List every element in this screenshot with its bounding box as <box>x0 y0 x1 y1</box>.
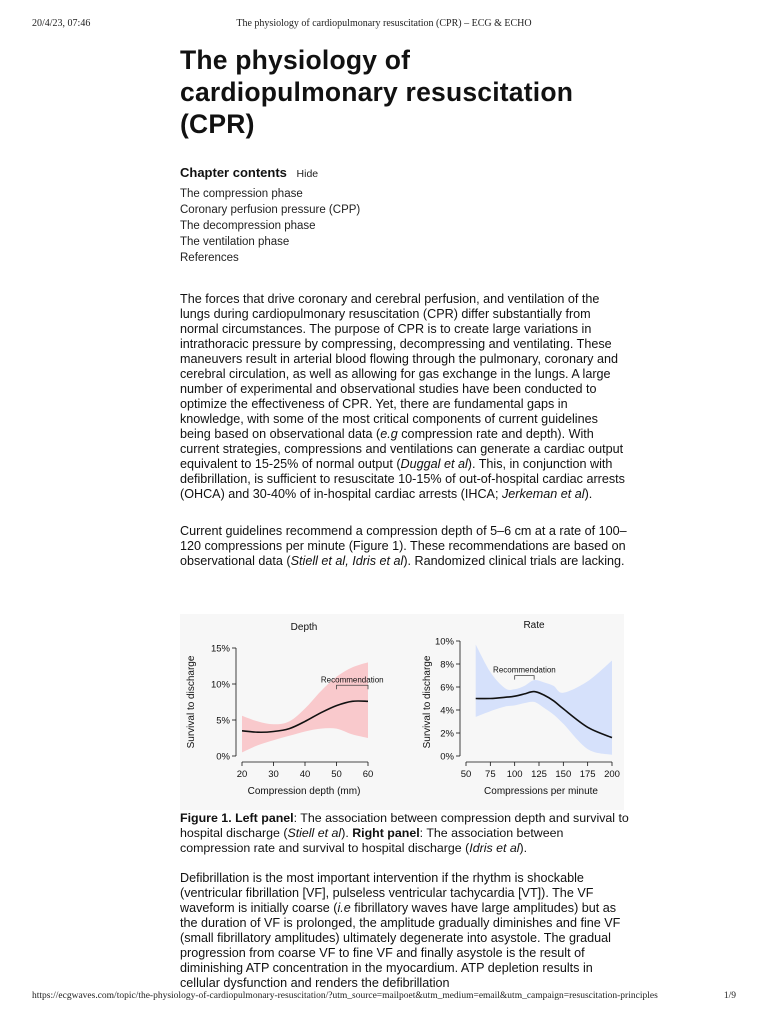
rate-y-tick-label: 10% <box>434 636 454 648</box>
rate-recommendation-bracket <box>515 676 534 680</box>
print-timestamp: 20/4/23, 07:46 <box>32 18 91 29</box>
rate-recommendation-label: Recommendation <box>493 665 556 675</box>
print-page-number: 1/9 <box>723 991 736 1001</box>
rate-y-tick-label: 6% <box>440 682 454 694</box>
citation-duggal: Duggal et al <box>400 457 468 471</box>
print-page-title: The physiology of cardiopulmonary resuscitation (CPR) – ECG & ECHO <box>236 18 532 29</box>
rate-x-tick-label: 200 <box>604 769 620 780</box>
guidelines-paragraph: Current guidelines recommend a compression depth of 5–6 cm at a rate of 100–120 compressions per minute (Figure 1). These recommendations are based on observational data (Stiell et al, Idris et al). Randomized clinical trials are lacking. <box>180 524 627 568</box>
toc-item-coronary-perfusion-pressure[interactable]: Coronary perfusion pressure (CPP) <box>180 204 361 216</box>
depth-recommendation-label: Recommendation <box>320 675 384 685</box>
article-content <box>180 44 630 569</box>
rate-confidence-band <box>476 645 612 755</box>
rate-chart-ylabel: Survival to discharge <box>422 655 433 749</box>
chapter-contents <box>180 165 630 266</box>
figure-1 <box>180 614 624 810</box>
depth-y-tick-label: 5% <box>216 715 230 727</box>
toc-list <box>180 186 630 266</box>
rate-x-tick-label: 100 <box>506 769 523 780</box>
depth-y-tick-label: 0% <box>216 751 230 763</box>
rate-chart <box>422 620 620 797</box>
depth-x-tick-label: 60 <box>362 769 374 780</box>
caption-citation-stiell: Stiell et al <box>287 826 342 840</box>
rate-y-tick-label: 0% <box>440 751 454 763</box>
caption-citation-idris: Idris et al <box>469 841 520 855</box>
caption-right-panel-label: Right panel <box>352 826 420 840</box>
toc-item-decompression-phase[interactable]: The decompression phase <box>180 220 316 232</box>
article-title: The physiology of cardiopulmonary resuscitation (CPR) <box>180 45 574 139</box>
rate-chart-xlabel: Compressions per minute <box>484 786 598 797</box>
print-header <box>32 18 736 32</box>
rate-y-tick-label: 4% <box>440 705 454 717</box>
depth-y-tick-label: 10% <box>210 679 230 691</box>
depth-x-tick-label: 40 <box>299 769 311 780</box>
rate-y-tick-label: 2% <box>440 728 454 740</box>
intro-paragraph: The forces that drive coronary and cerebral perfusion, and ventilation of the lungs during cardiopulmonary resuscitation (CPR) differ substantially from normal circumstances. The purpose of CPR is to create large variations in intrathoracic pressure by compressing, decompressing and ventilating. These maneuvers result in arterial blood flowing through the pulmonary, coronary and cerebral circulation, as well as allowing for gas exchange in the lungs. A large number of experimental and observational studies have been conducted to optimize the effectiveness of CPR. Yet, there are fundamental gaps in knowledge, with some of the most critical components of current guidelines being based on observational data (e.g compression rate and depth). With current strategies, compressions and ventilations can generate a cardiac output equivalent to 15-25% of normal output (Duggal et al). This, in conjunction with defibrillation, is sufficient to resuscitate 10-15% of out-of-hospital cardiac arrests (OHCA) and 30-40% of in-hospital cardiac arrests (IHCA; Jerkeman et al). <box>180 292 625 501</box>
citation-stiell-idris: Stiell et al, Idris et al <box>290 554 404 568</box>
toc-item-references[interactable]: References <box>180 252 239 264</box>
depth-x-tick-label: 20 <box>236 769 248 780</box>
rate-y-tick-label: 8% <box>440 659 454 671</box>
depth-x-tick-label: 50 <box>331 769 342 780</box>
depth-y-tick-label: 15% <box>210 643 230 655</box>
depth-chart-title: Depth <box>290 622 318 633</box>
print-footer <box>32 991 736 1005</box>
caption-figure-label: Figure 1 <box>180 811 229 825</box>
depth-chart-ylabel: Survival to discharge <box>186 655 197 749</box>
depth-chart <box>186 622 384 797</box>
caption-left-panel-label: Left panel <box>235 811 294 825</box>
chapter-contents-header <box>180 165 630 182</box>
rate-x-tick-label: 125 <box>531 769 547 780</box>
rate-chart-title: Rate <box>523 620 545 631</box>
rate-x-tick-label: 150 <box>555 769 572 780</box>
rate-x-tick-label: 50 <box>460 769 472 780</box>
defibrillation-paragraph: Defibrillation is the most important intervention if the rhythm is shockable (ventricular fibrillation [VF], pulseless ventricular tachycardia [VT]). The VF waveform is initially coarse (i.e fibrillatory waves have large amplitudes) but as the duration of VF is prolonged, the amplitude gradually diminishes and fine VF (small fibrillatory amplitudes) ultimately degenerate into asystole. The gradual progression from coarse VF to fine VF and finally asystole is the result of diminishing ATP concentration in the myocardium. ATP depletion results in cellular dysfunction and renders the defibrillation <box>180 871 621 990</box>
toc-item-compression-phase[interactable]: The compression phase <box>180 188 303 200</box>
rate-x-tick-label: 175 <box>579 769 596 780</box>
depth-chart-xlabel: Compression depth (mm) <box>247 786 361 797</box>
toc-hide-button[interactable]: Hide <box>296 168 319 180</box>
toc-item-ventilation-phase[interactable]: The ventilation phase <box>180 236 290 248</box>
depth-x-tick-label: 30 <box>268 769 279 780</box>
chapter-contents-title: Chapter contents <box>180 165 287 180</box>
figure-1-charts <box>180 614 624 810</box>
figure-caption: Figure 1. Left panel: The association between compression depth and survival to hospital discharge (Stiell et al). Right panel: The association between compression rate and survival to hospital discharge (Idris et al). <box>180 811 629 855</box>
citation-jerkeman: Jerkeman et al <box>501 487 585 501</box>
print-footer-url[interactable]: https://ecgwaves.com/topic/the-physiology-of-cardiopulmonary-resuscitation/?utm_source=mailpoet&utm_medium=email&utm_campaign=resuscitation-principles <box>32 991 658 1001</box>
rate-x-tick-label: 75 <box>485 769 496 780</box>
